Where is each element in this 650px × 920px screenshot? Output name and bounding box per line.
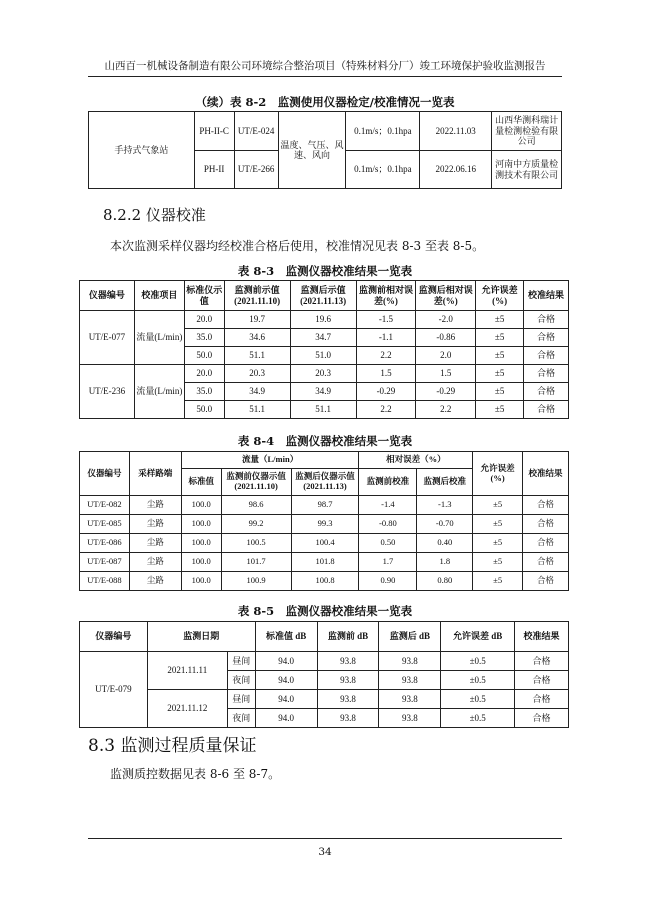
table-8-2 [88,111,562,189]
table-cell: 2022.06.16 [420,151,492,189]
table-cell: 夜间 [227,709,255,728]
table-cell: -2.0 [416,311,476,329]
table-cell: ±5 [476,311,524,329]
footer-rule [88,838,562,839]
table-cell: 合格 [515,709,569,728]
table-cell: 2.2 [356,401,416,419]
table-row [80,572,569,591]
table-cell: 100.4 [291,534,359,553]
table-header: 仪器编号 [80,281,135,311]
table-cell: UT/E-024 [234,112,278,151]
table-cell: ±5 [473,572,523,591]
table-cell: 98.6 [221,496,291,515]
table-cell: -0.86 [416,329,476,347]
table-cell: -1.1 [356,329,416,347]
instrument-id: UT/E-077 [80,311,135,365]
table-cell: 50.0 [184,401,224,419]
table-cell: -0.70 [417,515,473,534]
table-cell: ±0.5 [441,690,515,709]
table-row [80,652,569,671]
table-cell: 99.2 [221,515,291,534]
table-cell: 20.3 [224,365,290,383]
table-header: 校准结果 [523,452,569,496]
table-cell: 0.1m/s；0.1hpa [346,151,420,189]
table-cell: ±5 [476,329,524,347]
table-cell: 合格 [524,365,569,383]
table-cell: 1.7 [359,553,417,572]
table-cell: ±0.5 [441,709,515,728]
table-cell: 20.0 [184,311,224,329]
table-cell: ±5 [476,365,524,383]
table-cell: 0.1m/s；0.1hpa [346,112,420,151]
table-cell: 2.0 [416,347,476,365]
table-cell: -1.4 [359,496,417,515]
table-cell: 98.7 [291,496,359,515]
table-cell: 19.7 [224,311,290,329]
table-cell: -0.29 [416,383,476,401]
table-cell: 合格 [515,671,569,690]
table-cell: 尘路 [129,534,181,553]
section-8-3-title: 8.3 监测过程质量保证 [88,736,257,756]
table-cell: 101.8 [291,553,359,572]
table-header: 监测后 dB [379,622,441,652]
table-row [80,365,569,383]
section-8-3-text: 监测质控数据见表 8-6 至 8-7。 [110,767,281,781]
table-cell: ±5 [473,496,523,515]
table-cell: 合格 [515,690,569,709]
table-cell: 尘路 [129,553,181,572]
table-cell: 93.8 [317,671,379,690]
instrument-id: UT/E-079 [80,652,148,728]
table-cell: 34.7 [290,329,356,347]
table-header: 监测前校准 [359,469,417,496]
table-cell: 0.50 [359,534,417,553]
table-cell: 34.9 [224,383,290,401]
table-header: 监测日期 [147,622,255,652]
table-cell: 94.0 [255,652,317,671]
header-rule [88,76,562,77]
table-header: 允许误差(%) [473,452,523,496]
table-cell: UT/E-086 [80,534,130,553]
table-cell: 尘路 [129,515,181,534]
table-cell: ±0.5 [441,671,515,690]
page-header: 山西百一机械设备制造有限公司环境综合整治项目（特殊材料分厂）竣工环境保护验收监测报告 [104,60,546,72]
table-8-4-caption: 表 8-4 监测仪器校准结果一览表 [237,434,413,448]
monitor-date: 2021.11.11 [147,652,227,690]
table-cell: 夜间 [227,671,255,690]
calibration-item: 流量(L/min) [134,311,184,365]
instrument-id: UT/E-236 [80,365,135,419]
table-cell: -0.80 [359,515,417,534]
table-cell: 1.8 [417,553,473,572]
table-header: 校准结果 [515,622,569,652]
table-header: 监测前示值(2021.11.10) [224,281,290,311]
table-cell: 99.3 [291,515,359,534]
table-cell: 合格 [524,329,569,347]
table-cell: 93.8 [317,690,379,709]
table-cell: 合格 [523,496,569,515]
table-cell: 1.5 [416,365,476,383]
table-cell: UT/E-266 [234,151,278,189]
table-cell: ±5 [476,401,524,419]
table-cell: ±5 [476,347,524,365]
table-cell: 93.8 [379,671,441,690]
table-cell: 合格 [523,515,569,534]
table-row [80,690,569,709]
table-cell: -0.29 [356,383,416,401]
table-cell: 0.90 [359,572,417,591]
table-cell: 2.2 [356,347,416,365]
table-cell: 94.0 [255,709,317,728]
table-cell: 93.8 [317,652,379,671]
calibration-item: 流量(L/min) [134,365,184,419]
table-header: 采样路端 [129,452,181,496]
table-cell: ±5 [473,553,523,572]
table-cell: 100.0 [181,553,221,572]
table-header: 校准项目 [134,281,184,311]
table-cell: 100.0 [181,534,221,553]
table-header: 允许误差(%) [476,281,524,311]
table-cell: PH-II [194,151,234,189]
table-cell: 昼间 [227,652,255,671]
table-8-3-caption: 表 8-3 监测仪器校准结果一览表 [237,264,413,278]
section-8-2-2-title: 8.2.2 仪器校准 [103,206,206,224]
device-name: 手持式气象站 [89,112,195,189]
table-cell: 51.0 [290,347,356,365]
table-header: 监测后相对误差(%) [416,281,476,311]
table-row [80,515,569,534]
table-cell: ±5 [476,383,524,401]
table-cell: 51.1 [224,347,290,365]
table-header: 校准结果 [524,281,569,311]
table-cell: 93.8 [379,652,441,671]
table-cell: 20.0 [184,365,224,383]
table-cell: 尘路 [129,496,181,515]
table-cell: -1.5 [356,311,416,329]
table-cell: 34.6 [224,329,290,347]
table-cell: 93.8 [317,709,379,728]
table-cell: 34.9 [290,383,356,401]
table-cell: 2022.11.03 [420,112,492,151]
table-cell: 山西华测科瑞计量检测检验有限公司 [492,112,562,151]
table-row [80,311,569,329]
table-cell: 100.9 [221,572,291,591]
page-number: 34 [318,846,332,858]
table-8-2-caption: （续）表 8-2 监测使用仪器检定/校准情况一览表 [195,95,455,109]
table-cell: 合格 [523,553,569,572]
table-cell: 100.5 [221,534,291,553]
table-cell: 合格 [524,347,569,365]
table-header: 监测后仪器示值(2021.11.13) [291,469,359,496]
table-row [80,534,569,553]
table-cell: -1.3 [417,496,473,515]
table-header: 相对误差（%） [359,452,473,469]
device-params: 温度、气压、风速、风向 [278,112,346,189]
table-cell: 合格 [524,383,569,401]
table-row [80,553,569,572]
table-header: 仪器编号 [80,622,148,652]
table-cell: ±5 [473,515,523,534]
table-cell: 合格 [515,652,569,671]
table-header: 监测前仪器示值(2021.11.10) [221,469,291,496]
table-cell: 合格 [523,572,569,591]
table-cell: 合格 [524,401,569,419]
table-cell: 20.3 [290,365,356,383]
table-cell: UT/E-082 [80,496,130,515]
table-8-3 [79,280,569,419]
table-cell: 合格 [523,534,569,553]
table-header: 流量（L/min） [181,452,359,469]
table-cell: 35.0 [184,383,224,401]
table-header: 监测前相对误差(%) [356,281,416,311]
table-cell: 94.0 [255,671,317,690]
table-cell: 100.8 [291,572,359,591]
table-cell: 0.80 [417,572,473,591]
table-cell: 93.8 [379,709,441,728]
table-header: 仪器编号 [80,452,130,496]
table-cell: 2.2 [416,401,476,419]
table-cell: 101.7 [221,553,291,572]
table-8-5-caption: 表 8-5 监测仪器校准结果一览表 [237,604,413,618]
table-header: 监测后示值(2021.11.13) [290,281,356,311]
table-cell: 河南中方质量检测技术有限公司 [492,151,562,189]
section-8-2-2-text: 本次监测采样仪器均经校准合格后使用，校准情况见表 8-3 至表 8-5。 [110,239,485,253]
table-8-5 [79,621,569,728]
table-cell: UT/E-085 [80,515,130,534]
table-cell: ±5 [473,534,523,553]
table-cell: 19.6 [290,311,356,329]
table-cell: 100.0 [181,496,221,515]
table-cell: 合格 [524,311,569,329]
table-cell: 94.0 [255,690,317,709]
table-header: 标准值 [181,469,221,496]
table-cell: UT/E-088 [80,572,130,591]
table-cell: UT/E-087 [80,553,130,572]
table-cell: 93.8 [379,690,441,709]
table-cell: 1.5 [356,365,416,383]
table-cell: 100.0 [181,572,221,591]
table-8-4 [79,451,569,591]
table-cell: 51.1 [290,401,356,419]
table-cell: 100.0 [181,515,221,534]
table-row [80,496,569,515]
table-cell: 50.0 [184,347,224,365]
table-cell: PH-II-C [194,112,234,151]
table-header: 标准仪示值 [184,281,224,311]
table-header: 监测后校准 [417,469,473,496]
table-cell: 35.0 [184,329,224,347]
table-cell: 尘路 [129,572,181,591]
table-cell: ±0.5 [441,652,515,671]
table-header: 允许误差 dB [441,622,515,652]
table-cell: 0.40 [417,534,473,553]
monitor-date: 2021.11.12 [147,690,227,728]
table-header: 标准值 dB [255,622,317,652]
table-cell: 昼间 [227,690,255,709]
table-header: 监测前 dB [317,622,379,652]
table-cell: 51.1 [224,401,290,419]
